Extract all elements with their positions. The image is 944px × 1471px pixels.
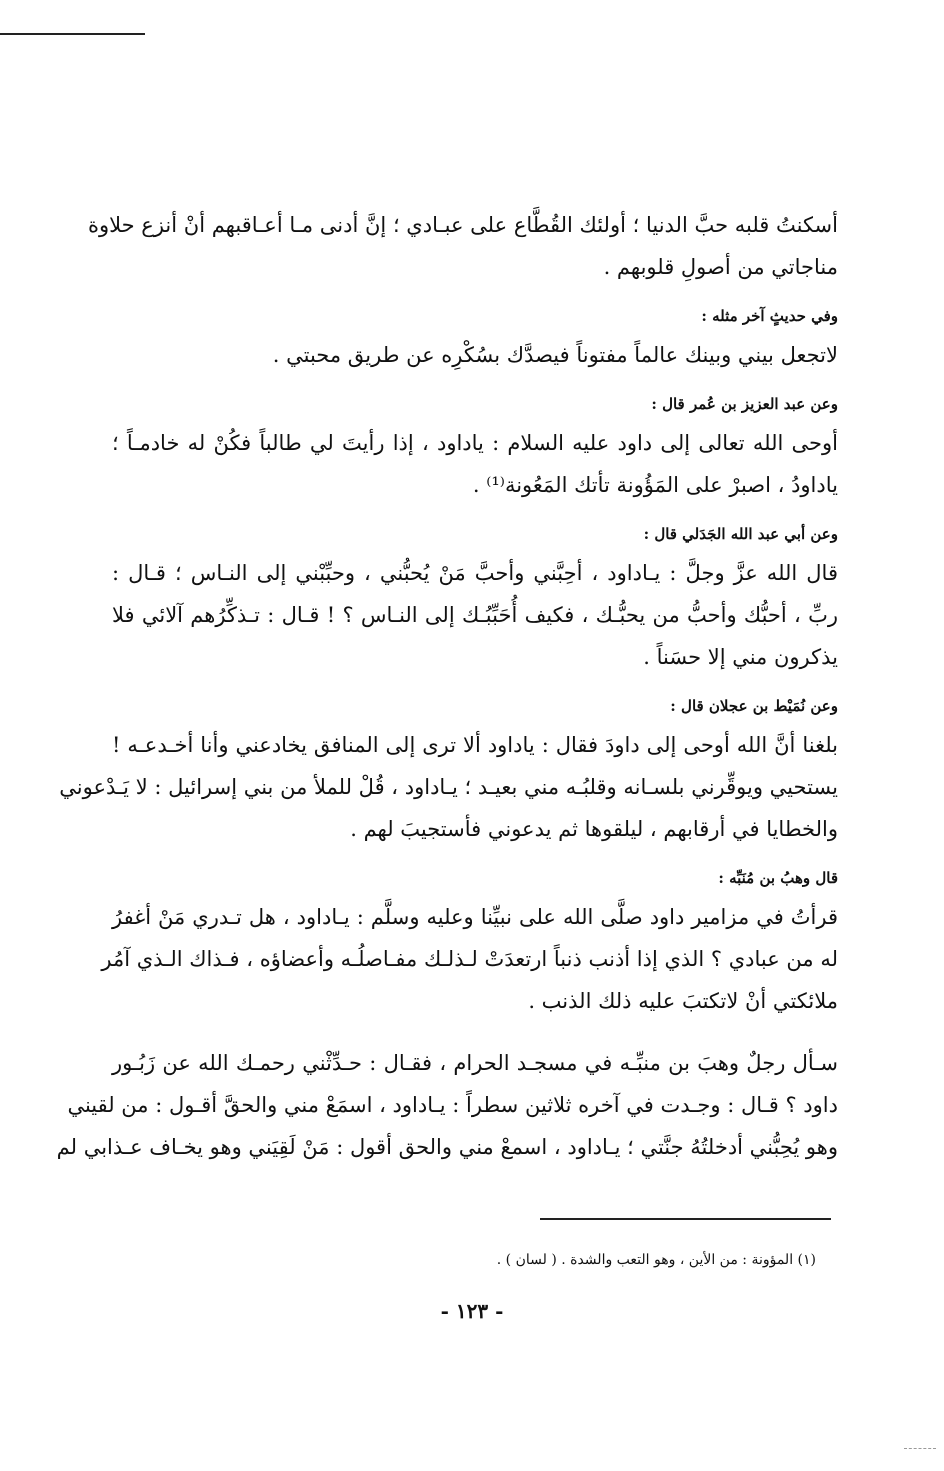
text-line: وهو يُحِبُّني أدخلتُهُ جنَّتي ؛ يـاداود ، اسمعْ مني والحق أقول : مَنْ لَقِيَني وهو يخـاف عـذابي لم xyxy=(56,1135,838,1159)
text-line: أوحى الله تعالى إلى داود عليه السلام : ياداود ، إذا رأيتَ لي طالباً فكُنْ له خادمـاً ؛ xyxy=(112,431,838,455)
paragraph-spacer xyxy=(112,1022,838,1038)
section-5-text xyxy=(59,724,838,850)
text-line: بلغنا أنَّ الله أوحى إلى داودَ فقال : ياداود ألا ترى إلى المنافق يخادعني وأنا أخـدعـه ! xyxy=(112,733,838,757)
scan-mark xyxy=(904,1448,936,1449)
section-heading: وعن نُمَيْط بن عجلان قال : xyxy=(670,697,838,715)
paragraph-1 xyxy=(87,204,838,288)
top-rule xyxy=(0,33,145,35)
section-heading: وعن أبي عبد الله الجَدَلي قال : xyxy=(643,525,838,543)
main-text xyxy=(56,200,838,1168)
text-line: يستحيي ويوقِّرني بلسـانه وقلبُـه مني بعيـد ؛ يـاداود ، قُلْ للملأ من بني إسرائيل : لا يَـدْعوني xyxy=(59,775,838,799)
text-line: داود ؟ قـال : وجـدت في آخره ثلاثين سطراً : يـاداود ، اسمَعْ مني والحقَّ أقـول : من لقيني xyxy=(67,1093,838,1117)
text-line: مناجاتي من أصولِ قلوبهم . xyxy=(603,255,838,279)
text-line: والخطايا في أرقابهم ، ليلقوها ثم يدعوني فأستجيبَ لهم . xyxy=(350,817,838,841)
text-line: قرأتُ في مزامير داود صلَّى الله على نبيِّنا وعليه وسلَّم : يـاداود ، هل تـدري مَنْ أغفرُ xyxy=(112,905,838,929)
text-line: لاتجعل بيني وبينك عالماً مفتوناً فيصدَّك بسُكْرِه عن طريق محبتي . xyxy=(272,343,838,367)
section-2-text xyxy=(112,334,838,376)
section-heading: وعن عبد العزيز بن عُمر قال : xyxy=(651,395,838,413)
text-line: ربِّ ، أحبُّك وأحبُّ من يحبُّـك ، فكيف أُحَبِّبُـك إلى النـاس ؟ ! قـال : تـذكِّرُهم آلائي فلا xyxy=(112,603,838,627)
paragraph-7 xyxy=(56,1042,838,1168)
section-4-text xyxy=(112,552,838,678)
text-line: أسكنتُ قلبه حبَّ الدنيا ؛ أولئك القُطَّاع على عبـادي ؛ إنَّ أدنى مـا أعـاقبهم أنْ أنزع حلاوة xyxy=(87,213,838,237)
text-line: ياداودُ ، اصبرْ على المَؤُونة تأتك المَعُونة⁽¹⁾ . xyxy=(472,473,838,497)
text-line: له من عبادي ؟ الذي إذا أذنب ذنباً ارتعدَتْ لـذلـك مفـاصلُـه وأعضاؤه ، فـذاك الـذي آمُر xyxy=(101,947,838,971)
footnote: (١) المؤونة : من الأين ، وهو التعب والشدة . ( لسان ) . xyxy=(496,1252,816,1268)
text-line: يذكرون مني إلا حسَناً . xyxy=(643,645,838,669)
text-line: سـأل رجلٌ وهبَ بن منبِّـه في مسجـد الحرام ، فقـال : حـدِّثْني رحمـك الله عن زَبُـور xyxy=(112,1051,838,1075)
section-heading: وفي حديثٍ آخر مثله : xyxy=(701,307,838,325)
page-number: - ١٢٣ - xyxy=(440,1299,504,1323)
section-heading: قال وهبُ بن مُنَبِّه : xyxy=(718,869,838,887)
text-line: ملائكتي أنْ لاتكتبَ عليه ذلك الذنب . xyxy=(528,989,838,1013)
footnote-rule xyxy=(540,1218,831,1220)
section-3-text xyxy=(112,422,838,506)
text-line: قال الله عزَّ وجلَّ : يـاداود ، أحِبَّني وأحبَّ مَنْ يُحبُّني ، وحبِّبْني إلى النـاس ؛ قـال : xyxy=(112,561,838,585)
section-6-text xyxy=(101,896,838,1022)
